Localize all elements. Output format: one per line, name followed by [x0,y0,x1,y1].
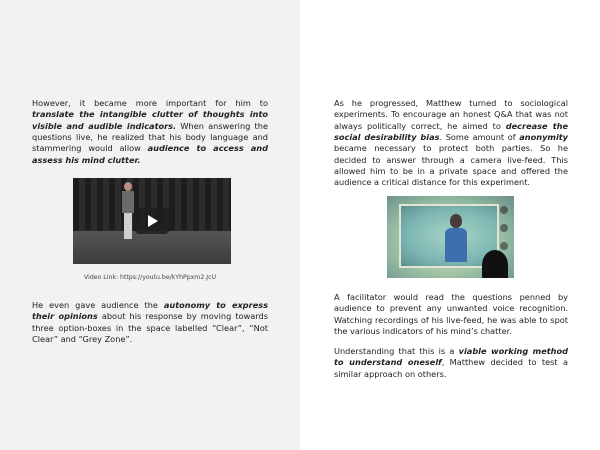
body-text: , Matthew decided to test a similar approach on others. [334,357,568,379]
emphasis-text: audience to access and assess his mind clutter. [32,143,268,165]
live-feed-photo [387,196,514,278]
body-text: became necessary to protect both parties. So he decided to answer through a camera live-feed. This allowed him to be in a private space and offered the audience a critical distance for this experiment. [334,143,568,188]
left-paragraph-2 [32,300,268,345]
camera-control-icon [500,206,508,214]
projected-person [445,214,467,262]
body-text: Understanding that this is a [334,346,459,356]
left-paragraph-1 [32,98,268,166]
body-text: about his response by moving towards three option-boxes in the space labelled “Clear”, “Not Clear” and “Grey Zone”. [32,311,269,344]
video-link-caption: Video Link: https://youtu.be/kYhPpxm2.JcU [84,274,216,281]
emphasis-text: viable working method to understand oneself [334,346,568,368]
body-text: When answering the questions live, he realized that his body language and stammering would allow [32,120,268,154]
play-icon[interactable] [134,208,170,234]
emphasis-text: translate the intangible clutter of thoughts into visible and audible indicators. [32,109,268,131]
body-text: . Some amount of [439,131,520,142]
camera-switch-icon [500,242,508,250]
performer-figure [121,182,135,240]
right-paragraph-2 [334,292,568,337]
body-text: As he progressed, Matthew turned to sociological experiments. To encourage an honest Q&A that was not always politically correct, he aimed to [334,98,568,131]
body-text: He even gave audience the [32,300,164,310]
audience-silhouette [482,250,508,278]
emphasis-text: decrease the social desirability bias [334,120,568,142]
video-thumbnail[interactable] [73,178,231,264]
emphasis-text: autonomy to express their opinions [32,300,268,322]
right-paragraph-1 [334,98,568,189]
stage-floor [73,231,231,264]
right-paragraph-3 [334,346,568,380]
body-text: However, it became more important for him to [32,98,268,108]
emphasis-text: anonymity [519,131,568,142]
camera-shutter-icon [500,224,508,232]
body-text: A facilitator would read the questions penned by audience to prevent any unwanted voice recognition. Watching recordings of his live-feed, he was able to spot the various indicators of his mind’s chatter. [334,292,568,336]
